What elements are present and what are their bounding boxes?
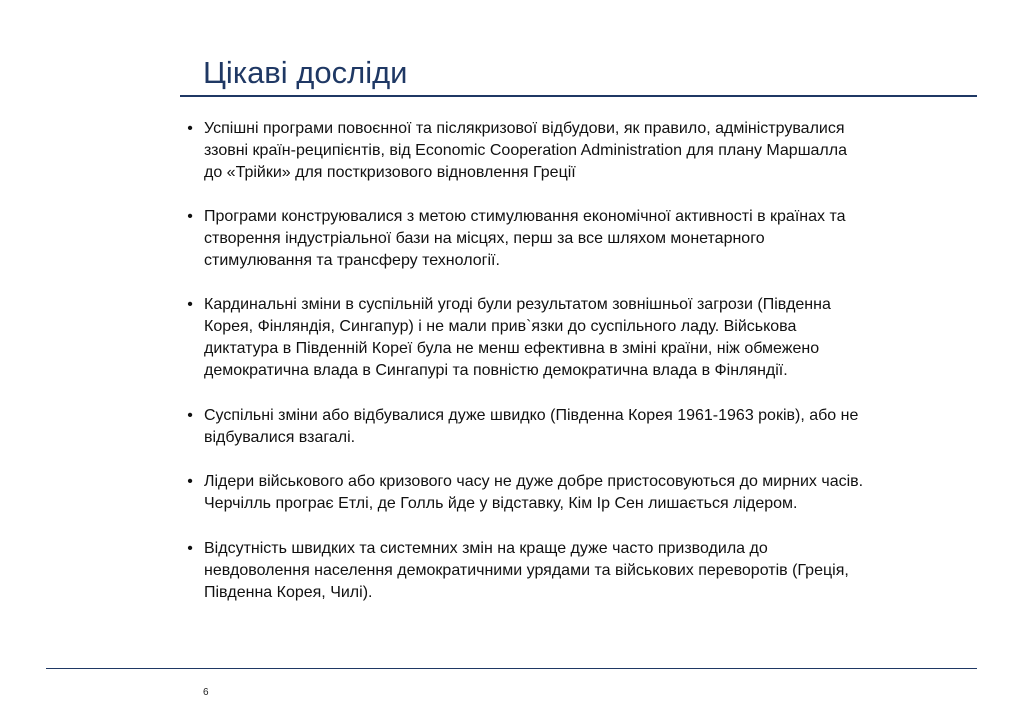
bullet-text-line: Південна Корея, Чилі).	[204, 584, 373, 601]
bullet-text-line: Успішні програми повоєнної та післякризової відбудови, як правило, адмініструвалися	[204, 120, 845, 137]
bullet-text-line: Черчілль програє Етлі, де Голль йде у відставку, Кім Ір Сен лишається лідером.	[204, 495, 798, 512]
bullet-marker: •	[187, 407, 193, 424]
bullet-text-line: невдоволення населення демократичними урядами та військових переворотів (Греція,	[204, 562, 849, 579]
bullet-text-line: Лідери військового або кризового часу не дуже добре пристосовуються до мирних часів.	[204, 473, 864, 490]
bullet-item	[187, 471, 979, 515]
bullet-text-line: ззовні країн-реципієнтів, від Economic Cooperation Administration для плану Маршалла	[204, 142, 847, 159]
bullet-item	[187, 405, 979, 449]
bullet-item	[187, 206, 979, 272]
bullet-item	[187, 118, 979, 184]
bullet-text-line: демократична влада в Сингапурі та повністю демократична влада в Фінляндії.	[204, 362, 788, 379]
bullet-text-line: Відсутність швидких та системних змін на краще дуже часто призводила до	[204, 540, 768, 557]
bullet-item	[187, 538, 979, 604]
bullet-text-line: Корея, Фінляндія, Сингапур) і не мали прив`язки до суспільного ладу. Військова	[204, 318, 797, 335]
bullet-marker: •	[187, 208, 193, 225]
footer-divider	[46, 668, 977, 669]
bullet-text-line: Кардинальні зміни в суспільній угоді були результатом зовнішньої загрози (Південна	[204, 296, 831, 313]
bullet-text-line: відбувалися взагалі.	[204, 429, 356, 446]
bullet-text-line: стимулювання та трансферу технології.	[204, 252, 500, 269]
bullet-text-line: диктатура в Південній Кореї була не менш ефективна в зміні країни, ніж обмежено	[204, 340, 820, 357]
bullet-text-line: до «Трійки» для посткризового відновлення Греції	[204, 164, 576, 181]
slide-title: Цікаві досліди	[203, 55, 408, 90]
page-number: 6	[203, 687, 209, 698]
bullet-text-line: створення індустріальної бази на місцях, перш за все шляхом монетарного	[204, 230, 765, 247]
bullet-text-line: Суспільні зміни або відбувалися дуже швидко (Південна Корея 1961-1963 років), або не	[204, 407, 859, 424]
bullet-item	[187, 294, 979, 382]
title-divider	[180, 95, 977, 97]
bullet-marker: •	[187, 473, 193, 490]
bullet-marker: •	[187, 120, 193, 137]
bullet-marker: •	[187, 540, 193, 557]
bullet-marker: •	[187, 296, 193, 313]
bullet-text-line: Програми конструювалися з метою стимулювання економічної активності в країнах та	[204, 208, 846, 225]
